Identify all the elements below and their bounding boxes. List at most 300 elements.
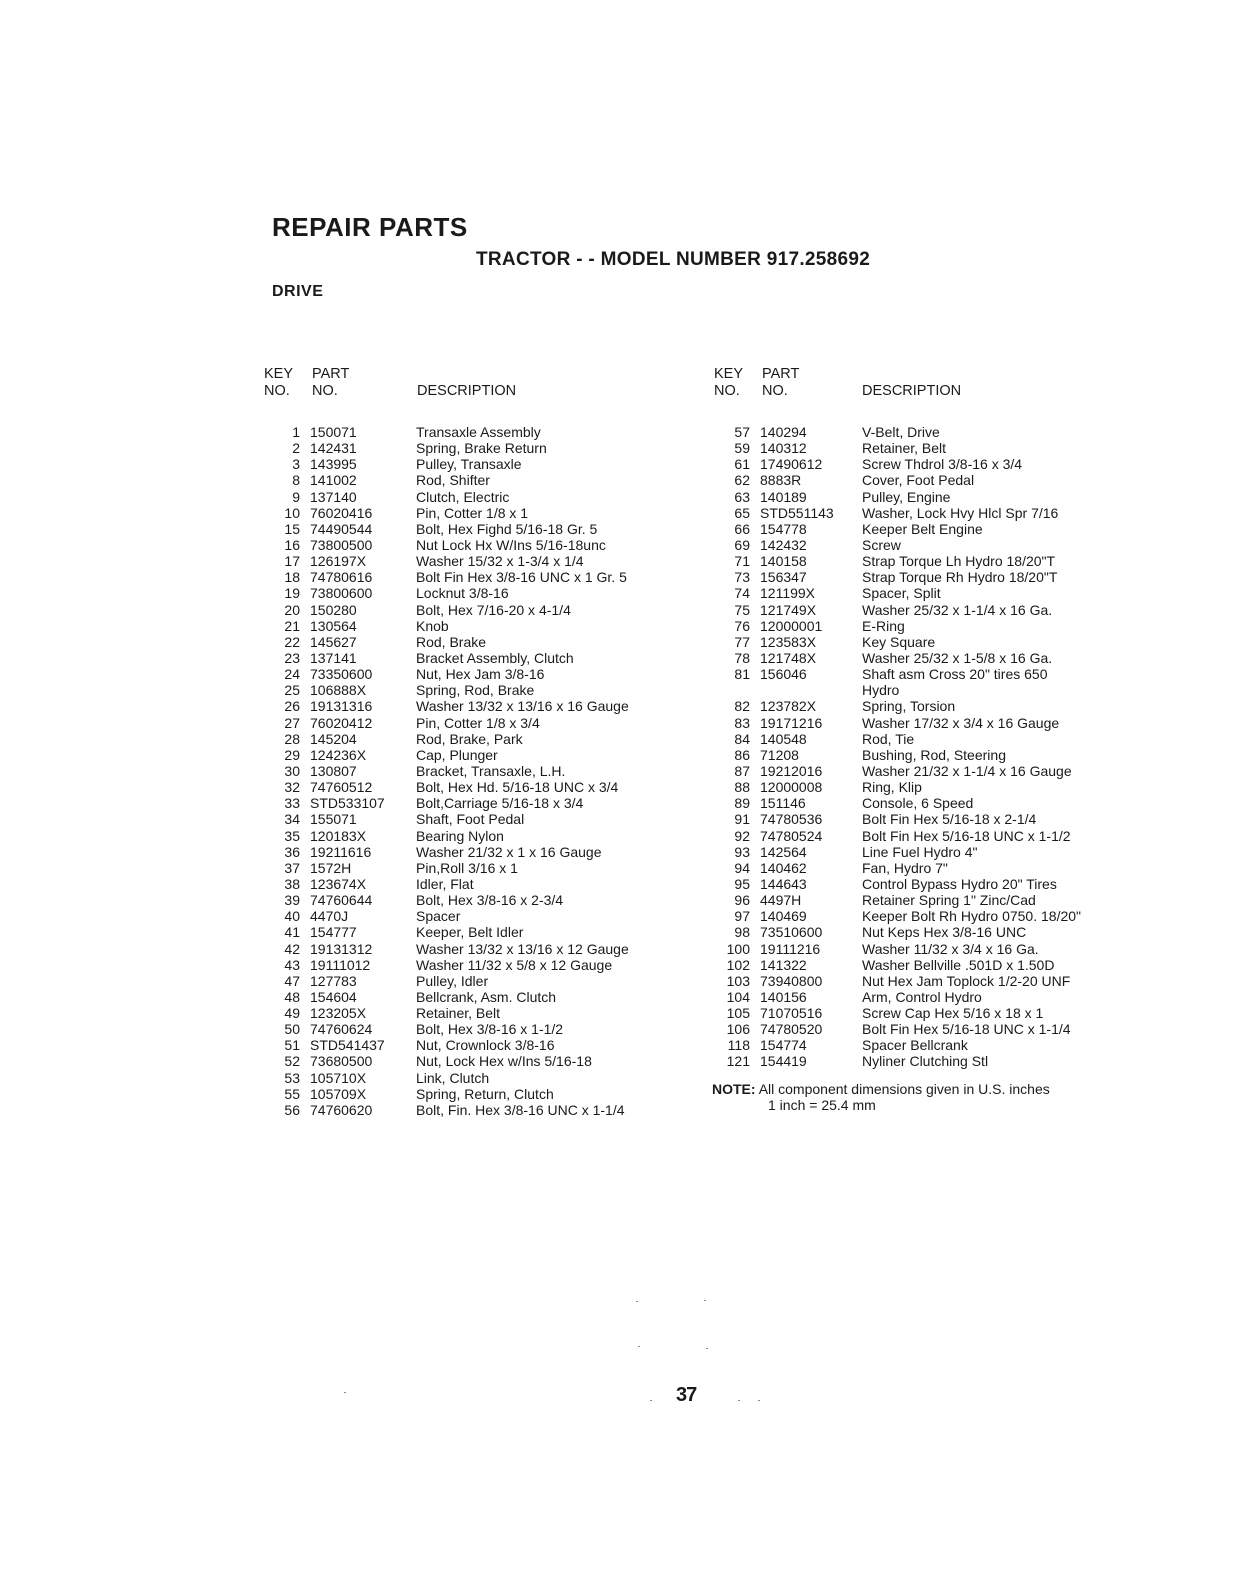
parts-row [714,957,1134,973]
part-number: 143995 [310,456,357,473]
part-description: Bellcrank, Asm. Clutch [416,988,557,1005]
parts-row [714,553,1134,569]
key-number: 69 [734,536,750,553]
parts-row [714,715,1134,731]
part-description: Nut, Crownlock 3/8-16 [416,1037,555,1054]
parts-row [264,634,704,650]
key-number: 3 [292,456,300,473]
key-number: 78 [734,649,750,666]
key-number: 33 [284,795,300,812]
key-number: 86 [734,746,750,763]
part-number: 140189 [760,488,807,505]
part-number: 130807 [310,762,357,779]
part-number: STD533107 [310,795,385,812]
part-number: 154774 [760,1037,807,1054]
part-description: Bolt,Carriage 5/16-18 x 3/4 [416,795,584,812]
key-number: 61 [734,456,750,473]
part-number: 144643 [760,875,807,892]
part-description: Spring, Torsion [862,698,956,715]
part-description: Rod, Brake, Park [416,730,523,747]
part-number: 121749X [760,601,817,618]
part-description: Bolt Fin Hex 5/16-18 UNC x 1-1/2 [862,827,1071,844]
part-description: Washer 25/32 x 1-5/8 x 16 Ga. [862,649,1053,666]
part-description: Cap, Plunger [416,746,498,763]
part-number: 123674X [310,875,367,892]
key-number: 32 [284,779,300,796]
part-description: Washer 11/32 x 5/8 x 12 Gauge [416,956,613,973]
part-description: Shaft, Foot Pedal [416,811,525,828]
key-number: 53 [284,1069,300,1086]
part-number: 19111216 [760,940,821,957]
part-number: 71070516 [760,1005,823,1022]
key-number: 59 [734,440,750,457]
part-description: Bolt, Fin. Hex 3/8-16 UNC x 1-1/4 [416,1101,625,1118]
key-number: 15 [284,520,300,537]
parts-row [714,489,1134,505]
part-number: 142564 [760,843,807,860]
part-number: 155071 [310,811,357,828]
column-header [264,366,704,424]
parts-row [264,747,704,763]
part-description: Hydro [862,682,900,699]
scan-speck [738,1400,740,1401]
part-description: Spacer, Split [862,585,941,602]
scan-speck [758,1400,760,1401]
parts-row [714,666,1134,682]
key-number: 91 [734,811,750,828]
key-number: 10 [284,504,300,521]
key-number: 121 [726,1053,750,1070]
key-number: 87 [734,762,750,779]
parts-row [264,924,704,940]
key-number: 39 [284,892,300,909]
parts-row [264,618,704,634]
scan-speck [344,1392,346,1393]
key-number: 34 [284,811,300,828]
parts-list-left [264,366,704,1118]
part-no-header: PART NO. [762,366,800,399]
parts-row [264,1102,704,1118]
key-number: 57 [734,424,750,440]
parts-row [264,731,704,747]
part-number: 124236X [310,746,367,763]
part-number: 154604 [310,988,357,1005]
part-description: Spring, Brake Return [416,440,547,457]
part-description: Spacer Bellcrank [862,1037,968,1054]
part-number: 140158 [760,553,807,570]
key-number: 47 [284,972,300,989]
part-description: Nyliner Clutching Stl [862,1053,989,1070]
parts-list-right [714,366,1134,1070]
key-number: 88 [734,779,750,796]
part-number: 137140 [310,488,357,505]
part-number: 74780520 [760,1021,823,1038]
part-number: 71208 [760,746,799,763]
parts-row [264,1086,704,1102]
part-number: 105710X [310,1069,367,1086]
part-number: 127783 [310,972,357,989]
part-number: 154778 [760,520,807,537]
key-number: 25 [284,682,300,699]
part-description: Pin, Cotter 1/8 x 3/4 [416,714,540,731]
parts-row [264,779,704,795]
part-description: Locknut 3/8-16 [416,585,509,602]
model-title: TRACTOR - - MODEL NUMBER 917.258692 [476,249,871,270]
part-number: 17490612 [760,456,823,473]
parts-row [264,763,704,779]
key-number: 41 [284,924,300,941]
key-number: 36 [284,843,300,860]
parts-row [714,747,1134,763]
key-number: 83 [734,714,750,731]
part-description: Washer 25/32 x 1-1/4 x 16 Ga. [862,601,1053,618]
key-number: 100 [726,940,750,957]
parts-row [264,553,704,569]
key-number: 84 [734,730,750,747]
scan-speck [706,1348,708,1349]
part-no-header: PART NO. [312,366,350,399]
parts-row [714,456,1134,472]
part-number: 73510600 [760,924,823,941]
parts-row [714,618,1134,634]
key-number: 2 [292,440,300,457]
part-description: Bracket, Transaxle, L.H. [416,762,566,779]
key-number: 92 [734,827,750,844]
part-description: Nut, Hex Jam 3/8-16 [416,666,545,683]
part-description: Rod, Shifter [416,472,490,489]
part-number: 154419 [760,1053,807,1070]
key-number: 35 [284,827,300,844]
parts-row [714,924,1134,940]
part-description: Cover, Foot Pedal [862,472,975,489]
part-number: STD551143 [760,504,834,521]
part-description: Keeper Belt Engine [862,520,983,537]
parts-row [264,585,704,601]
key-number: 62 [734,472,750,489]
part-description: Pin,Roll 3/16 x 1 [416,859,518,876]
parts-row [714,682,1134,698]
key-number: 37 [284,859,300,876]
part-number: 74780536 [760,811,823,828]
part-description: Keeper Bolt Rh Hydro 0750. 18/20" [862,908,1081,925]
part-description: Shaft asm Cross 20" tires 650 [862,666,1048,683]
part-number: 19111012 [310,956,371,973]
scan-speck [704,1300,706,1301]
key-number: 56 [284,1101,300,1118]
part-description: Bushing, Rod, Steering [862,746,1006,763]
parts-row [264,957,704,973]
key-number: 50 [284,1021,300,1038]
note-text: All component dimensions given in U.S. inches [758,1081,1050,1097]
key-number: 24 [284,666,300,683]
key-number: 9 [292,488,300,505]
key-number: 55 [284,1085,300,1102]
part-number: 76020412 [310,714,373,731]
key-number: 27 [284,714,300,731]
part-description: Spring, Rod, Brake [416,682,535,699]
part-description: Washer 13/32 x 13/16 x 16 Gauge [416,698,629,715]
key-number: 76 [734,617,750,634]
parts-row [714,763,1134,779]
key-number: 28 [284,730,300,747]
key-number: 30 [284,762,300,779]
key-number: 52 [284,1053,300,1070]
part-description: Line Fuel Hydro 4" [862,843,978,860]
part-number: 140156 [760,988,807,1005]
part-description: V-Belt, Drive [862,424,940,440]
part-number: STD541437 [310,1037,385,1054]
part-number: 19131312 [310,940,373,957]
key-number: 17 [284,553,300,570]
key-number: 95 [734,875,750,892]
part-number: 19211616 [310,843,372,860]
part-number: 12000001 [760,617,823,634]
parts-row [714,973,1134,989]
part-number: 19212016 [760,762,823,779]
part-description: Washer 21/32 x 1 x 16 Gauge [416,843,602,860]
part-number: 154777 [310,924,357,941]
part-description: Key Square [862,633,936,650]
part-description: Ring, Klip [862,779,922,796]
key-number: 105 [726,1005,750,1022]
key-number: 77 [734,633,750,650]
part-number: 4497H [760,892,802,909]
parts-row [264,602,704,618]
part-number: 1572H [310,859,352,876]
key-no-header: KEY NO. [714,366,744,399]
part-description: Keeper, Belt Idler [416,924,524,941]
part-number: 73800500 [310,536,373,553]
part-number: 123205X [310,1005,367,1022]
parts-row [714,585,1134,601]
part-description: Washer 13/32 x 13/16 x 12 Gauge [416,940,629,957]
part-number: 121199X [760,585,816,602]
part-description: Transaxle Assembly [416,424,541,440]
key-number: 94 [734,859,750,876]
parts-row [714,731,1134,747]
part-number: 73680500 [310,1053,373,1070]
parts-row [264,795,704,811]
parts-row [264,537,704,553]
parts-row [714,795,1134,811]
part-description: Retainer, Belt [862,440,947,457]
key-number: 20 [284,601,300,618]
part-number: 4470J [310,908,349,925]
scan-speck [638,1346,640,1347]
part-number: 8883R [760,472,802,489]
part-number: 123782X [760,698,817,715]
parts-row [264,440,704,456]
parts-row [714,440,1134,456]
parts-rows-left [264,424,704,1118]
scan-speck [650,1400,652,1401]
part-number: 140548 [760,730,807,747]
part-description: Spacer [416,908,461,925]
description-header: DESCRIPTION [417,383,517,399]
key-number: 48 [284,988,300,1005]
parts-row [714,472,1134,488]
note-conversion: 1 inch = 25.4 mm [768,1097,876,1113]
parts-row [714,844,1134,860]
parts-row [714,860,1134,876]
key-number: 49 [284,1005,300,1022]
part-number: 140294 [760,424,807,440]
parts-row [264,941,704,957]
parts-rows-right [714,424,1134,1070]
column-header [714,366,1134,424]
key-number: 102 [726,956,750,973]
part-number: 74780524 [760,827,823,844]
parts-row [714,569,1134,585]
part-number: 19171216 [760,714,823,731]
key-number: 23 [284,649,300,666]
key-number: 8 [292,472,300,489]
key-number: 96 [734,892,750,909]
part-description: Rod, Tie [862,730,915,747]
parts-row [264,521,704,537]
part-number: 73350600 [310,666,373,683]
part-number: 106888X [310,682,367,699]
part-number: 19131316 [310,698,373,715]
key-number: 18 [284,569,300,586]
part-description: Bracket Assembly, Clutch [416,649,574,666]
parts-row [714,698,1134,714]
part-number: 123583X [760,633,817,650]
parts-row [264,1037,704,1053]
part-description: Link, Clutch [416,1069,490,1086]
key-number: 103 [726,972,750,989]
page-title: REPAIR PARTS [272,212,468,242]
parts-row [714,634,1134,650]
page-number: 37 [676,1384,697,1406]
parts-row [264,892,704,908]
part-description: Bolt, Hex Fighd 5/16-18 Gr. 5 [416,520,598,537]
key-number: 22 [284,633,300,650]
part-description: Washer 17/32 x 3/4 x 16 Gauge [862,714,1060,731]
part-number: 150071 [310,424,357,440]
part-number: 145627 [310,633,357,650]
parts-row [714,602,1134,618]
part-description: Pulley, Transaxle [416,456,522,473]
key-number: 93 [734,843,750,860]
part-number: 142431 [310,440,357,457]
parts-row [714,505,1134,521]
key-number: 106 [726,1021,750,1038]
part-description: Washer Bellville .501D x 1.50D [862,956,1055,973]
part-number: 142432 [760,536,807,553]
key-number: 42 [284,940,300,957]
key-number: 81 [734,666,750,683]
part-number: 156347 [760,569,807,586]
parts-row [264,876,704,892]
parts-row [714,1021,1134,1037]
parts-row [264,1053,704,1069]
parts-row [714,908,1134,924]
parts-row [264,860,704,876]
part-description: Knob [416,617,449,634]
note-label: NOTE: [712,1081,756,1097]
parts-row [264,698,704,714]
parts-row [264,666,704,682]
part-description: Washer 21/32 x 1-1/4 x 16 Gauge [862,762,1072,779]
part-description: Washer 11/32 x 3/4 x 16 Ga. [862,940,1039,957]
parts-row [264,489,704,505]
part-description: Screw Thdrol 3/8-16 x 3/4 [862,456,1023,473]
part-number: 140312 [760,440,807,457]
part-description: Bolt, Hex Hd. 5/16-18 UNC x 3/4 [416,779,619,796]
key-number: 104 [726,988,750,1005]
part-description: Nut Hex Jam Toplock 1/2-20 UNF [862,972,1071,989]
key-number: 73 [734,569,750,586]
parts-row [264,505,704,521]
parts-row [264,650,704,666]
part-description: Control Bypass Hydro 20" Tires [862,875,1057,892]
part-description: Retainer Spring 1" Zinc/Cad [862,892,1036,909]
part-description: Screw Cap Hex 5/16 x 18 x 1 [862,1005,1044,1022]
key-number: 29 [284,746,300,763]
part-description: Fan, Hydro 7" [862,859,948,876]
parts-row [714,811,1134,827]
key-number: 26 [284,698,300,715]
key-no-header: KEY NO. [264,366,294,399]
part-number: 120183X [310,827,367,844]
part-number: 140462 [760,859,807,876]
key-number: 98 [734,924,750,941]
part-description: Retainer, Belt [416,1005,501,1022]
part-number: 126197X [310,553,367,570]
parts-row [714,779,1134,795]
dimensions-note [712,1081,1132,1113]
parts-row [264,828,704,844]
part-description: Bearing Nylon [416,827,504,844]
key-number: 97 [734,908,750,925]
part-description: Pin, Cotter 1/8 x 1 [416,504,529,521]
key-number: 16 [284,536,300,553]
part-number: 156046 [760,666,807,683]
part-number: 74760512 [310,779,373,796]
part-number: 74760644 [310,892,373,909]
section-title: DRIVE [272,283,324,300]
key-number: 21 [284,617,300,634]
key-number: 19 [284,585,300,602]
key-number: 75 [734,601,750,618]
part-description: Strap Torque Rh Hydro 18/20"T [862,569,1058,586]
part-description: Spring, Return, Clutch [416,1085,554,1102]
part-number: 141002 [310,472,357,489]
part-number: 137141 [310,649,357,666]
part-number: 121748X [760,649,817,666]
part-description: Bolt, Hex 7/16-20 x 4-1/4 [416,601,571,618]
part-number: 130564 [310,617,357,634]
parts-row [714,650,1134,666]
key-number: 71 [734,553,750,570]
part-description: Pulley, Idler [416,972,489,989]
part-number: 76020416 [310,504,373,521]
key-number: 43 [284,956,300,973]
part-description: Screw [862,536,901,553]
parts-row [714,828,1134,844]
part-number: 140469 [760,908,807,925]
part-number: 145204 [310,730,357,747]
key-number: 82 [734,698,750,715]
parts-row [264,973,704,989]
key-number: 66 [734,520,750,537]
parts-row [264,989,704,1005]
part-description: Clutch, Electric [416,488,510,505]
part-description: Washer 15/32 x 1-3/4 x 1/4 [416,553,584,570]
key-number: 89 [734,795,750,812]
part-number: 151146 [760,795,806,812]
